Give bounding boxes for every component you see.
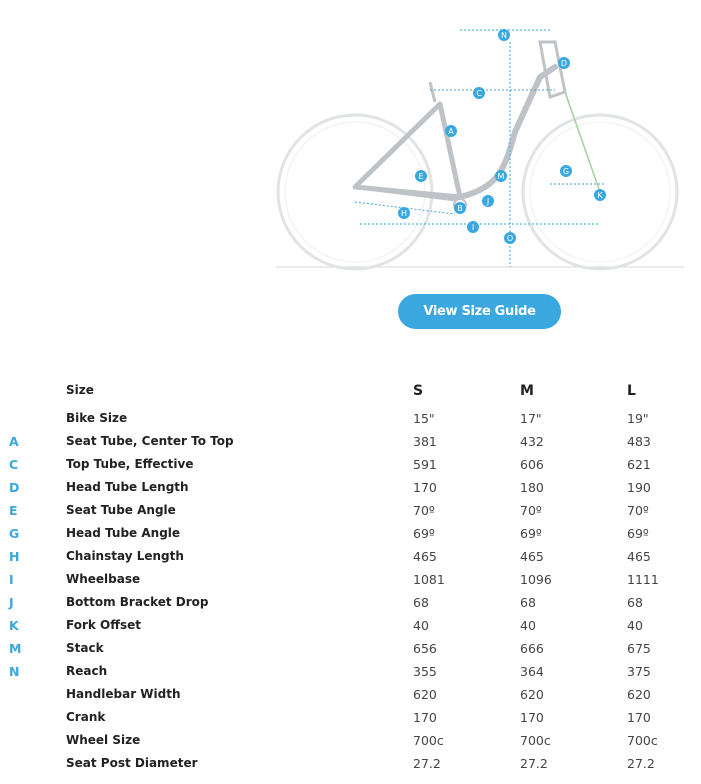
row-letter: A bbox=[9, 434, 19, 449]
table-row bbox=[0, 707, 701, 730]
row-value-s: 69º bbox=[413, 526, 435, 541]
row-label: Chainstay Length bbox=[66, 549, 184, 563]
row-value-l: 68 bbox=[627, 595, 643, 610]
row-value-s: 591 bbox=[413, 457, 437, 472]
row-letter: C bbox=[9, 457, 19, 472]
row-letter: M bbox=[9, 641, 22, 656]
table-row bbox=[0, 477, 701, 500]
row-label: Reach bbox=[66, 664, 108, 678]
marker-n-letter: N bbox=[501, 31, 507, 40]
header-size-l: L bbox=[627, 383, 636, 399]
row-letter: E bbox=[9, 503, 18, 518]
marker-k bbox=[594, 186, 606, 205]
row-value-s: 620 bbox=[413, 687, 437, 702]
row-letter: D bbox=[9, 480, 20, 495]
row-value-s: 68 bbox=[413, 595, 429, 610]
marker-m-letter: M bbox=[497, 172, 505, 181]
row-label: Crank bbox=[66, 710, 106, 724]
row-label: Seat Tube, Center To Top bbox=[66, 434, 234, 448]
row-value-l: 375 bbox=[627, 664, 651, 679]
row-value-m: 170 bbox=[520, 710, 544, 725]
row-value-l: 675 bbox=[627, 641, 651, 656]
row-value-l: 620 bbox=[627, 687, 651, 702]
row-value-l: 27.2 bbox=[627, 756, 655, 771]
table-row bbox=[0, 638, 701, 661]
row-value-m: 1096 bbox=[520, 572, 552, 587]
marker-i bbox=[467, 218, 479, 237]
marker-o-letter: O bbox=[506, 234, 514, 243]
row-value-s: 465 bbox=[413, 549, 437, 564]
table-row bbox=[0, 408, 701, 431]
row-value-s: 700c bbox=[413, 733, 444, 748]
row-value-m: 620 bbox=[520, 687, 544, 702]
table-header bbox=[0, 380, 701, 408]
row-value-m: 666 bbox=[520, 641, 544, 656]
header-size-s: S bbox=[413, 383, 424, 399]
row-value-m: 180 bbox=[520, 480, 544, 495]
row-value-s: 70º bbox=[413, 503, 435, 518]
row-value-s: 355 bbox=[413, 664, 437, 679]
row-value-l: 621 bbox=[627, 457, 651, 472]
table-row bbox=[0, 500, 701, 523]
row-label: Fork Offset bbox=[66, 618, 141, 632]
row-value-s: 15" bbox=[413, 411, 435, 426]
marker-j bbox=[482, 192, 494, 211]
geometry-table bbox=[0, 380, 701, 776]
marker-i-letter: I bbox=[471, 223, 475, 232]
row-value-m: 17" bbox=[520, 411, 542, 426]
header-size-label: Size bbox=[66, 383, 94, 397]
row-value-l: 1111 bbox=[627, 572, 659, 587]
marker-h-letter: H bbox=[400, 209, 408, 218]
row-label: Head Tube Angle bbox=[66, 526, 181, 540]
table-row bbox=[0, 569, 701, 592]
marker-g bbox=[560, 162, 572, 181]
row-letter: I bbox=[9, 572, 14, 587]
row-letter: N bbox=[9, 664, 20, 679]
marker-a bbox=[445, 122, 457, 141]
table-row bbox=[0, 431, 701, 454]
row-value-s: 40 bbox=[413, 618, 429, 633]
row-label: Seat Tube Angle bbox=[66, 503, 176, 517]
marker-h bbox=[398, 204, 410, 223]
row-value-s: 170 bbox=[413, 710, 437, 725]
row-value-l: 483 bbox=[627, 434, 651, 449]
row-value-m: 70º bbox=[520, 503, 542, 518]
marker-c bbox=[473, 84, 485, 103]
table-row bbox=[0, 546, 701, 569]
table-row bbox=[0, 730, 701, 753]
marker-k-letter: K bbox=[597, 191, 603, 200]
marker-c-letter: C bbox=[476, 89, 482, 98]
table-row bbox=[0, 753, 701, 776]
row-label: Handlebar Width bbox=[66, 687, 181, 701]
marker-a-letter: A bbox=[448, 127, 454, 136]
bike-frame-illustration bbox=[270, 22, 690, 272]
row-value-l: 700c bbox=[627, 733, 658, 748]
view-size-guide-button[interactable]: View Size Guide bbox=[398, 294, 561, 329]
row-label: Wheelbase bbox=[66, 572, 141, 586]
row-value-l: 40 bbox=[627, 618, 643, 633]
row-value-l: 69º bbox=[627, 526, 649, 541]
marker-n bbox=[498, 26, 510, 45]
marker-b-letter: B bbox=[457, 204, 463, 213]
row-label: Top Tube, Effective bbox=[66, 457, 194, 471]
marker-d bbox=[558, 54, 570, 73]
row-value-s: 1081 bbox=[413, 572, 445, 587]
row-value-m: 27.2 bbox=[520, 756, 548, 771]
table-row bbox=[0, 684, 701, 707]
row-value-l: 190 bbox=[627, 480, 651, 495]
marker-o bbox=[504, 229, 516, 248]
row-value-s: 27.2 bbox=[413, 756, 441, 771]
table-row bbox=[0, 615, 701, 638]
marker-j-letter: J bbox=[486, 197, 490, 206]
row-value-m: 68 bbox=[520, 595, 536, 610]
table-row bbox=[0, 592, 701, 615]
row-label: Stack bbox=[66, 641, 104, 655]
row-letter: H bbox=[9, 549, 20, 564]
row-value-m: 606 bbox=[520, 457, 544, 472]
marker-e-letter: E bbox=[418, 172, 424, 181]
header-size-m: M bbox=[520, 383, 534, 399]
row-letter: J bbox=[9, 595, 14, 610]
row-value-s: 656 bbox=[413, 641, 437, 656]
row-label: Bike Size bbox=[66, 411, 128, 425]
row-value-m: 432 bbox=[520, 434, 544, 449]
table-row bbox=[0, 454, 701, 477]
marker-e bbox=[415, 167, 427, 186]
marker-m bbox=[495, 167, 507, 186]
row-label: Wheel Size bbox=[66, 733, 141, 747]
table-row bbox=[0, 523, 701, 546]
row-value-m: 700c bbox=[520, 733, 551, 748]
row-value-m: 465 bbox=[520, 549, 544, 564]
row-label: Head Tube Length bbox=[66, 480, 189, 494]
row-value-s: 381 bbox=[413, 434, 437, 449]
table-row bbox=[0, 661, 701, 684]
row-value-l: 170 bbox=[627, 710, 651, 725]
row-value-l: 70º bbox=[627, 503, 649, 518]
marker-d-letter: D bbox=[560, 59, 568, 68]
bike-geometry-diagram bbox=[270, 22, 690, 272]
row-label: Seat Post Diameter bbox=[66, 756, 198, 770]
marker-g-letter: G bbox=[562, 167, 570, 176]
row-letter: G bbox=[9, 526, 20, 541]
row-value-m: 40 bbox=[520, 618, 536, 633]
row-value-m: 69º bbox=[520, 526, 542, 541]
row-value-l: 19" bbox=[627, 411, 649, 426]
row-value-l: 465 bbox=[627, 549, 651, 564]
marker-b bbox=[454, 199, 466, 218]
row-value-s: 170 bbox=[413, 480, 437, 495]
row-letter: K bbox=[9, 618, 19, 633]
row-label: Bottom Bracket Drop bbox=[66, 595, 209, 609]
row-value-m: 364 bbox=[520, 664, 544, 679]
